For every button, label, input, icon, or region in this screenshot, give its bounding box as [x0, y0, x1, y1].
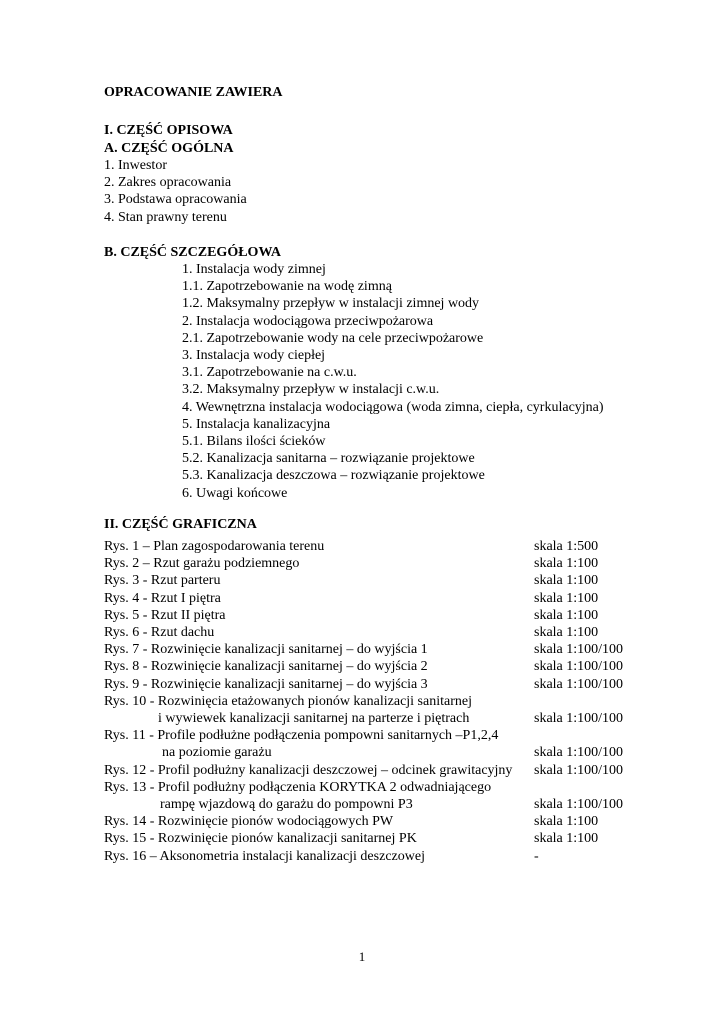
sectionB-item: 1.2. Maksymalny przepływ w instalacji zimnej wody — [182, 296, 480, 312]
drawing-line: Rys. 6 - Rzut dachu — [104, 625, 215, 640]
drawing-line: Rys. 4 - Rzut I piętra — [104, 590, 221, 606]
sectionA-item: 1. Inwestor — [104, 158, 167, 173]
drawing-scale: skala 1:100 — [534, 814, 599, 830]
drawing-scale: skala 1:100/100 — [534, 711, 624, 726]
drawing-line: i wywiewek kanalizacji sanitarnej na parterze i piętrach — [158, 711, 470, 726]
drawing-line: na poziomie garażu — [162, 745, 272, 761]
sectionB-item: 3.1. Zapotrzebowanie na c.w.u. — [182, 365, 357, 381]
drawing-line: Rys. 9 - Rozwinięcie kanalizacji sanitarnej – do wyjścia 3 — [104, 676, 428, 692]
drawing-line: rampę wjazdową do garażu do pompowni P3 — [160, 797, 413, 812]
sectionB-item: 3. Instalacja wody ciepłej — [182, 348, 326, 363]
sectionB-item: 5.3. Kanalizacja deszczowa – rozwiązanie projektowe — [182, 468, 485, 484]
drawing-line: Rys. 1 – Plan zagospodarowania terenu — [104, 539, 325, 554]
drawing-line: Rys. 14 - Rozwinięcie pionów wodociągowych PW — [104, 814, 394, 830]
drawing-line: Rys. 13 - Profil podłużny podłączenia KORYTKA 2 odwadniającego — [104, 779, 492, 795]
drawing-scale: skala 1:100/100 — [534, 659, 624, 675]
sectionA-item: 3. Podstawa opracowania — [104, 192, 247, 208]
drawing-scale: skala 1:100 — [534, 590, 599, 606]
drawing-line: Rys. 2 – Rzut garażu podziemnego — [104, 556, 300, 572]
part2-title: II. CZĘŚĆ GRAFICZNA — [104, 517, 257, 532]
part1-title: I. CZĘŚĆ OPISOWA — [104, 123, 233, 138]
sectionA-item: 2. Zakres opracowania — [104, 175, 232, 191]
drawing-scale: skala 1:100 — [534, 556, 599, 572]
drawing-scale: skala 1:100 — [534, 573, 599, 589]
page-number: 1 — [358, 949, 366, 964]
drawing-line: Rys. 7 - Rozwinięcie kanalizacji sanitarnej – do wyjścia 1 — [104, 642, 428, 658]
document-heading: OPRACOWANIE ZAWIERA — [104, 85, 283, 100]
drawing-line: Rys. 12 - Profil podłużny kanalizacji deszczowej – odcinek grawitacyjny — [104, 762, 513, 778]
sectionB-item: 2.1. Zapotrzebowanie wody na cele przeciwpożarowe — [182, 330, 484, 346]
sectionB-item: 1.1. Zapotrzebowanie na wodę zimną — [182, 279, 392, 295]
drawing-line: Rys. 8 - Rozwinięcie kanalizacji sanitarnej – do wyjścia 2 — [104, 659, 428, 675]
drawing-scale: skala 1:100/100 — [534, 745, 624, 761]
sectionB-item: 5.2. Kanalizacja sanitarna – rozwiązanie projektowe — [182, 451, 475, 467]
drawing-line: Rys. 16 – Aksonometria instalacji kanalizacji deszczowej — [104, 848, 425, 864]
drawing-scale: - — [534, 848, 539, 864]
drawing-scale: skala 1:100 — [534, 625, 599, 640]
drawing-line: Rys. 3 - Rzut parteru — [104, 573, 221, 589]
drawing-line: Rys. 5 - Rzut II piętra — [104, 607, 226, 623]
drawing-scale: skala 1:100 — [534, 831, 599, 847]
sectionB-item: 2. Instalacja wodociągowa przeciwpożarowa — [182, 313, 434, 329]
drawing-line: Rys. 15 - Rozwinięcie pionów kanalizacji sanitarnej PK — [104, 831, 417, 847]
sectionB-item: 6. Uwagi końcowe — [182, 485, 288, 501]
drawing-scale: skala 1:500 — [534, 539, 599, 554]
sectionB-item: 5.1. Bilans ilości ścieków — [182, 434, 326, 449]
drawing-scale: skala 1:100/100 — [534, 642, 624, 658]
drawing-scale: skala 1:100/100 — [534, 797, 624, 812]
drawing-line: Rys. 11 - Profile podłużne podłączenia pompowni sanitarnych –P1,2,4 — [104, 728, 499, 744]
sectionB-item: 4. Wewnętrzna instalacja wodociągowa (woda zimna, ciepła, cyrkulacyjna) — [182, 399, 604, 415]
sectionA-item: 4. Stan prawny terenu — [104, 209, 227, 225]
drawing-scale: skala 1:100 — [534, 607, 599, 623]
sectionA-title: A. CZĘŚĆ OGÓLNA — [104, 141, 234, 156]
drawing-scale: skala 1:100/100 — [534, 762, 624, 778]
sectionB-item: 1. Instalacja wody zimnej — [182, 262, 326, 277]
drawing-line: Rys. 10 - Rozwinięcia etażowanych pionów kanalizacji sanitarnej — [104, 693, 472, 709]
sectionB-title: B. CZĘŚĆ SZCZEGÓŁOWA — [104, 245, 281, 260]
drawing-scale: skala 1:100/100 — [534, 676, 624, 692]
sectionB-item: 3.2. Maksymalny przepływ w instalacji c.w.u. — [182, 382, 440, 398]
sectionB-item: 5. Instalacja kanalizacyjna — [182, 416, 331, 432]
